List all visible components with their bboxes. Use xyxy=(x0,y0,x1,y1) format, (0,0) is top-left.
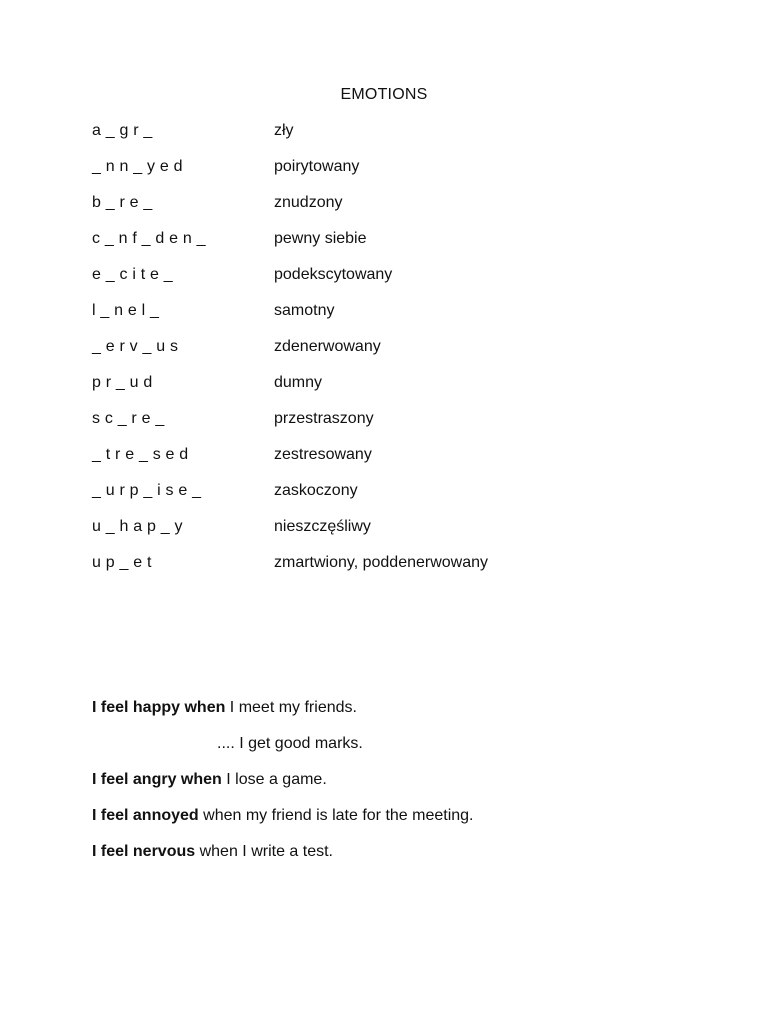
word-translation: nieszczęśliwy xyxy=(274,518,371,535)
vocab-row xyxy=(92,554,692,590)
vocab-row xyxy=(92,194,692,230)
sentence-lead: I feel annoyed xyxy=(92,807,199,824)
vocab-row xyxy=(92,446,692,482)
word-translation: poirytowany xyxy=(274,158,360,175)
vocab-row xyxy=(92,338,692,374)
word-pattern: a _ g r _ xyxy=(92,122,153,139)
word-pattern: c _ n f _ d e n _ xyxy=(92,230,206,247)
vocabulary-list xyxy=(92,122,692,590)
word-translation: przestraszony xyxy=(274,410,374,427)
word-pattern: u p _ e t xyxy=(92,554,152,571)
sentence-rest: when I write a test. xyxy=(195,843,333,860)
vocab-row xyxy=(92,302,692,338)
word-translation: podekscytowany xyxy=(274,266,393,283)
vocab-row xyxy=(92,410,692,446)
word-pattern: s c _ r e _ xyxy=(92,410,165,427)
example-sentence xyxy=(92,699,712,735)
word-pattern: e _ c i t e _ xyxy=(92,266,173,283)
sentence-rest: I meet my friends. xyxy=(225,699,357,716)
word-translation: zdenerwowany xyxy=(274,338,381,355)
word-translation: pewny siebie xyxy=(274,230,367,247)
sentence-rest: when my friend is late for the meeting. xyxy=(198,807,474,824)
vocab-row xyxy=(92,482,692,518)
example-sentence xyxy=(92,843,712,879)
word-pattern: b _ r e _ xyxy=(92,194,153,211)
word-pattern: _ n n _ y e d xyxy=(92,158,183,175)
example-sentence xyxy=(92,807,712,843)
vocab-row xyxy=(92,374,692,410)
word-pattern: p r _ u d xyxy=(92,374,153,391)
word-translation: dumny xyxy=(274,374,323,391)
sentence-rest: .... I get good marks. xyxy=(217,735,363,752)
word-pattern: u _ h a p _ y xyxy=(92,518,183,535)
vocab-row xyxy=(92,266,692,302)
example-sentence xyxy=(92,735,712,771)
page-title: EMOTIONS xyxy=(340,86,428,103)
word-translation: zaskoczony xyxy=(274,482,358,499)
word-pattern: _ t r e _ s e d xyxy=(92,446,189,463)
sentence-rest: I lose a game. xyxy=(221,771,327,788)
example-sentence xyxy=(92,771,712,807)
word-translation: znudzony xyxy=(274,194,343,211)
word-translation: zestresowany xyxy=(274,446,372,463)
vocab-row xyxy=(92,230,692,266)
word-pattern: l _ n e l _ xyxy=(92,302,160,319)
sentence-lead: I feel nervous xyxy=(92,843,196,860)
sentence-lead: I feel happy when xyxy=(92,699,226,716)
vocab-row xyxy=(92,158,692,194)
word-translation: zmartwiony, poddenerwowany xyxy=(274,554,489,571)
example-sentences xyxy=(92,699,712,879)
vocab-row xyxy=(92,122,692,158)
word-pattern: _ u r p _ i s e _ xyxy=(92,482,202,499)
word-translation: zły xyxy=(274,122,294,139)
word-pattern: _ e r v _ u s xyxy=(92,338,179,355)
vocab-row xyxy=(92,518,692,554)
sentence-lead: I feel angry when xyxy=(92,771,222,788)
word-translation: samotny xyxy=(274,302,335,319)
